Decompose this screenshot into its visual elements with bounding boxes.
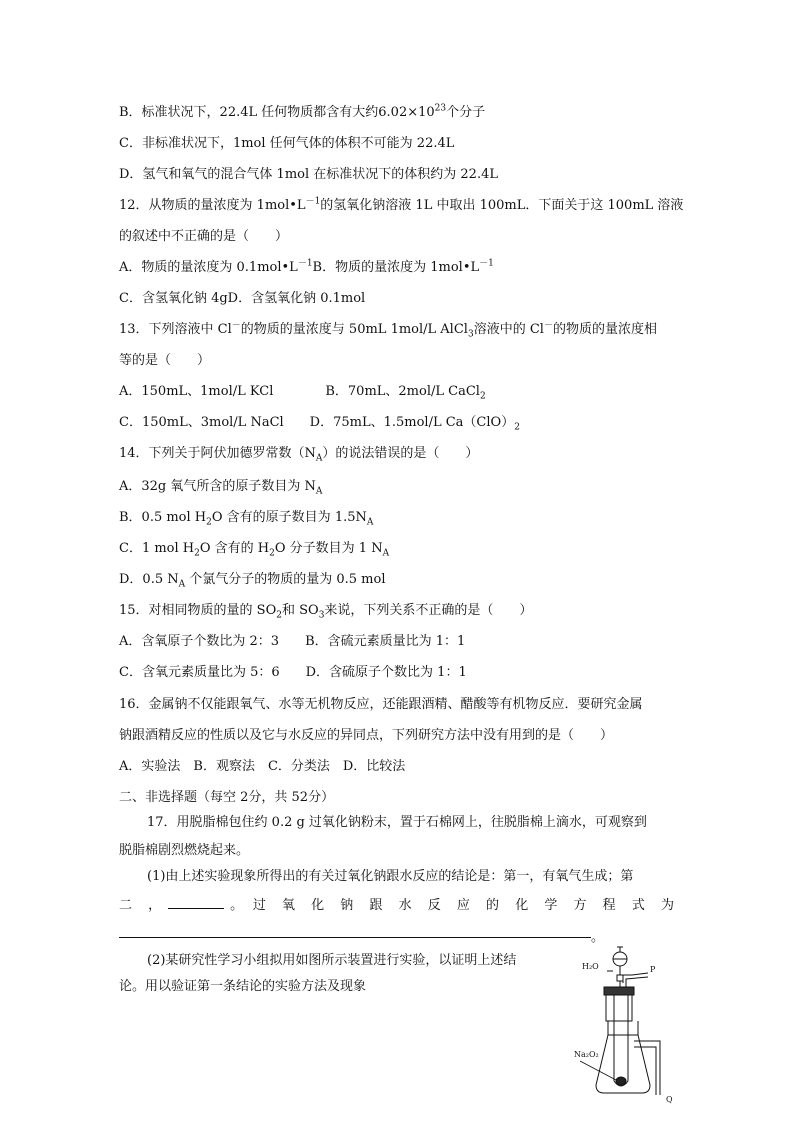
q17-part1-line1: (1)由上述实验现象所得出的有关过氧化钠跟水反应的结论是：第一，有氧气生成；第 [147,869,634,884]
q15-stem: 15．对相同物质的量的 $SO_2$和 $SO_3$来说，下列关系不正确的是（ ） [119,603,533,621]
q11-option-c: C．非标准状况下，1mol 任何气体的体积不可能为 22.4L [119,136,455,151]
q12-stem-line1: 12．从物质的量浓度为 $1mol•L^{-1}$的氢氧化钠溶液 1L 中取出 100mL．下面关于这 100mL 溶液 [119,196,684,213]
label-na2o2: Na₂O₂ [574,1050,599,1059]
q11-option-d: D．氢气和氧气的混合气体 1mol 在标准状况下的体积约为 22.4L [119,167,498,182]
q16-stem-line1: 16．金属钠不仅能跟氧气、水等无机物反应，还能跟酒精、醋酸等有机物反应．要研究金属 [119,697,643,712]
q17-part1-line2: 二 ， 。 过 氧 化 钠 跟 水 反 应 的 化 学 方 程 式 为 [119,898,674,913]
q14-option-a: A．32g 氧气所含的原子数目为 $N_A$ [119,479,323,497]
answer-blank[interactable] [168,896,224,909]
delivery-tube-p [623,973,648,987]
q17-part2-line2: 论。用以验证第一条结论的实验方法及现象 [119,979,367,994]
q17-stem-line1: 17．用脱脂棉包住约 0.2 g 过氧化钠粉末，置于石棉网上，往脱脂棉上滴水，可观察到 [147,815,647,830]
experiment-apparatus-figure [560,935,684,1105]
q17-part2-line1: (2)某研究性学习小组拟用如图所示装置进行实验，以证明上述结 [147,953,517,968]
label-q: Q [666,1095,673,1104]
q13-options-ab: A．150mL、1mol/L KCl B．70mL、2mol/L CaCl$_2$ [119,384,486,402]
equation-answer-blank[interactable] [119,937,591,938]
flask-icon [596,987,650,1093]
q12-stem-line2: 的叙述中不正确的是（ ） [119,229,289,244]
q17-part1-end: 。 [591,930,605,945]
q12-options-ab: A．物质的量浓度为 $0.1mol•L^{-1}B$．物质的量浓度为 $1mol•L^{-1}$ [119,258,494,275]
q12-options-cd: C．含氢氧化钠 4gD．含氢氧化钠 0.1mol [119,291,366,306]
q13-options-cd: C．150mL、3mol/L NaCl D．75mL、1.5mol/L $Ca(ClO)_2$ [119,415,520,433]
q16-options: A．实验法 B．观察法 C．分类法 D．比较法 [119,759,406,774]
label-h2o: H₂O [582,962,599,971]
section-heading: 二、非选择题（每空 2分，共 52分） [119,790,335,805]
q13-stem-line2: 等的是（ ） [119,353,211,368]
q15-options-ab: A．含氧原子个数比为 2：3 B．含硫元素质量比为 1：1 [119,634,466,649]
q14-option-c: C．1 mol $H_2O$ 含有的 $H_2O$ 分子数目为 1 $N_A$ [119,541,390,559]
q14-stem: 14．下列关于阿伏加德罗常数$(N_A)$的说法错误的是（ ） [119,446,479,464]
delivery-tube-q [634,1041,660,1095]
q17-stem-line2: 脱脂棉剧烈燃烧起来。 [119,843,250,858]
q15-options-cd: C．含氧元素质量比为 5：6 D．含硫原子个数比为 1：1 [119,665,467,680]
q13-stem-line1: 13．下列溶液中 Cl－的物质的量浓度与 50mL 1mol/L AlCl$_3$溶液中的 Cl－的物质的量浓度相 [119,320,657,340]
q16-stem-line2: 钠跟酒精反应的性质以及它与水反应的异同点，下列研究方法中没有用到的是（ ） [119,728,614,743]
q14-option-b: B．0.5 mol $H_2O$ 含有的原子数目为 $1.5N_A$ [119,510,374,528]
dropping-funnel-icon [607,947,627,987]
q14-option-d: D．0.5 $N_A$ 个氯气分子的物质的量为 0.5 mol [119,572,386,590]
label-p: P [650,965,656,974]
q11-option-b: B．标准状况下，22.4L 任何物质都含有大约$6.02\times 10^{23}$个分子 [119,103,486,120]
